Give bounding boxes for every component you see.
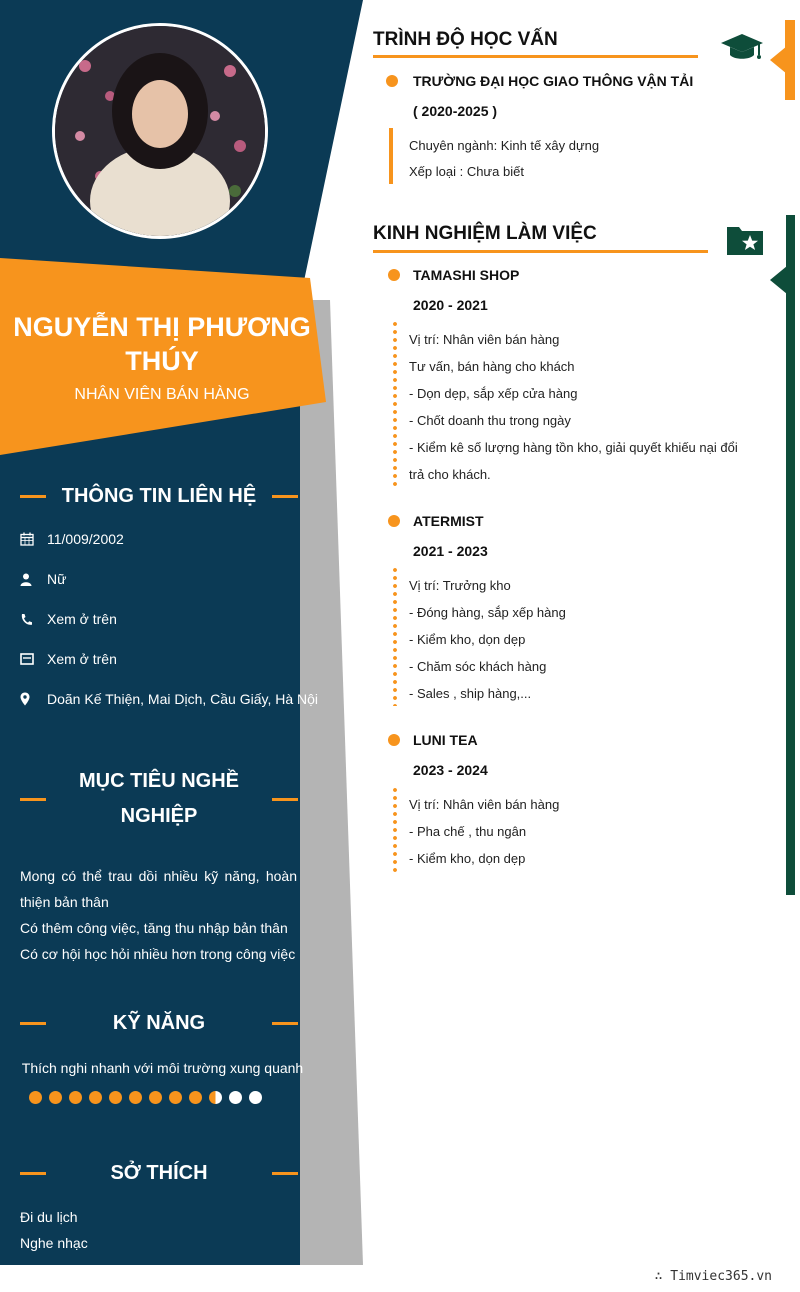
watermark-logo-icon: ∴ — [654, 1269, 663, 1284]
skills-heading-text: KỸ NĂNG — [112, 1012, 206, 1034]
watermark — [655, 1269, 772, 1284]
job-period: 2023 - 2024 — [413, 762, 488, 778]
education-period: ( 2020-2025 ) — [413, 103, 498, 119]
job-detail: - Kiểm kê số lượng hàng tồn kho, giải quyết khiếu nại đổi trả cho khách. — [409, 440, 738, 482]
job-detail: - Chăm sóc khách hàng — [409, 659, 547, 674]
graduation-cap-icon — [720, 32, 764, 64]
timeline-dots — [393, 786, 397, 872]
job-period: 2020 - 2021 — [413, 297, 488, 313]
rating-dot-empty — [229, 1091, 242, 1104]
experience-heading: KINH NGHIỆM LÀM VIỆC — [373, 223, 597, 244]
job-detail: Vị trí: Trưởng kho — [409, 578, 511, 593]
email-icon — [20, 653, 47, 665]
heading-rule — [20, 1022, 46, 1025]
education-school: TRƯỜNG ĐẠI HỌC GIAO THÔNG VẬN TẢI — [413, 73, 694, 89]
contact-phone — [20, 611, 117, 627]
timeline-bullet — [388, 515, 400, 527]
objective-heading-line1: MỤC TIÊU NGHỀ — [79, 770, 239, 792]
objective-paragraph: Có thêm công việc, tăng thu nhập bản thân — [20, 920, 288, 936]
job-period: 2021 - 2023 — [413, 543, 488, 559]
skill-rating — [29, 1091, 262, 1104]
rating-dot-filled — [109, 1091, 122, 1104]
timeline-bullet — [386, 75, 398, 87]
experience-heading-rule — [373, 250, 708, 253]
objective-paragraph: Có cơ hội học hỏi nhiều hơn trong công việc — [20, 946, 296, 962]
contact-heading-text: THÔNG TIN LIÊN HỆ — [61, 485, 257, 507]
skills-heading — [20, 1006, 298, 1041]
calendar-icon — [20, 532, 47, 546]
contact-birthdate-text: 11/009/2002 — [47, 531, 124, 547]
job-detail: Vị trí: Nhân viên bán hàng — [409, 797, 560, 812]
candidate-name: NGUYỄN THỊ PHƯƠNG THÚY — [13, 312, 311, 376]
profile-photo — [52, 23, 268, 239]
rating-dot-half — [209, 1091, 222, 1104]
heading-rule — [20, 1172, 46, 1175]
hobby-item: Đi du lịch — [20, 1209, 78, 1225]
rating-dot-empty — [249, 1091, 262, 1104]
timeline-bullet — [388, 269, 400, 281]
skill-name: Thích nghi nhanh với môi trường xung quanh — [21, 1060, 304, 1076]
timeline-bar — [389, 128, 393, 184]
rating-dot-filled — [29, 1091, 42, 1104]
contact-address-text: Doãn Kế Thiện, Mai Dịch, Cầu Giấy, Hà Nội — [47, 691, 319, 707]
rating-dot-filled — [169, 1091, 182, 1104]
rating-dot-filled — [129, 1091, 142, 1104]
rating-dot-filled — [49, 1091, 62, 1104]
heading-rule — [272, 1022, 298, 1025]
heading-rule — [272, 798, 298, 801]
contact-birthdate — [20, 531, 124, 547]
heading-rule — [20, 495, 46, 498]
heading-rule — [272, 495, 298, 498]
contact-gender — [20, 571, 66, 587]
job-detail: Tư vấn, bán hàng cho khách — [409, 359, 575, 374]
contact-gender-text: Nữ — [47, 571, 67, 587]
contact-phone-text: Xem ở trên — [47, 611, 117, 627]
contact-address — [20, 691, 318, 707]
contact-email — [20, 651, 117, 667]
watermark-text: Timviec365.vn — [670, 1269, 772, 1284]
heading-rule — [20, 798, 46, 801]
objective-heading-line2: NGHIỆP — [120, 805, 198, 827]
contact-email-text: Xem ở trên — [47, 651, 117, 667]
timeline-dots — [393, 320, 397, 490]
job-detail: - Pha chế , thu ngân — [409, 824, 527, 839]
location-icon — [20, 692, 47, 706]
job-detail: Vị trí: Nhân viên bán hàng — [409, 332, 560, 347]
job-company: LUNI TEA — [413, 732, 478, 748]
timeline-dots — [393, 566, 397, 706]
hobbies-heading — [20, 1156, 298, 1191]
rating-dot-filled — [189, 1091, 202, 1104]
education-heading-rule — [373, 55, 698, 58]
job-detail: - Kiểm kho, dọn dẹp — [409, 632, 526, 647]
job-detail: - Dọn dẹp, sắp xếp cửa hàng — [409, 386, 578, 401]
rating-dot-filled — [149, 1091, 162, 1104]
job-detail: - Đóng hàng, sắp xếp hàng — [409, 605, 566, 620]
education-major: Chuyên ngành: Kinh tế xây dựng — [409, 138, 600, 153]
timeline-bullet — [388, 734, 400, 746]
heading-rule — [272, 1172, 298, 1175]
objective-heading-text — [46, 764, 272, 834]
contact-heading — [20, 479, 298, 514]
job-detail: - Chốt doanh thu trong ngày — [409, 413, 571, 428]
hobbies-heading-text: SỞ THÍCH — [110, 1162, 208, 1184]
job-detail: - Sales , ship hàng,... — [409, 686, 532, 701]
folder-star-icon — [726, 222, 764, 256]
education-grade: Xếp loại : Chưa biết — [409, 164, 524, 179]
job-company: TAMASHI SHOP — [413, 267, 520, 283]
phone-icon — [20, 613, 47, 626]
objective-paragraph: Mong có thể trau dồi nhiều kỹ năng, hoàn thiện bản thân — [20, 868, 297, 910]
education-heading: TRÌNH ĐỘ HỌC VẤN — [373, 29, 558, 50]
objective-heading — [20, 764, 298, 834]
candidate-title: NHÂN VIÊN BÁN HÀNG — [74, 386, 250, 403]
hobby-item: Nghe nhạc — [20, 1235, 88, 1251]
rating-dot-filled — [89, 1091, 102, 1104]
rating-dot-filled — [69, 1091, 82, 1104]
job-detail: - Kiểm kho, dọn dẹp — [409, 851, 526, 866]
user-icon — [20, 573, 47, 586]
job-company: ATERMIST — [413, 513, 484, 529]
